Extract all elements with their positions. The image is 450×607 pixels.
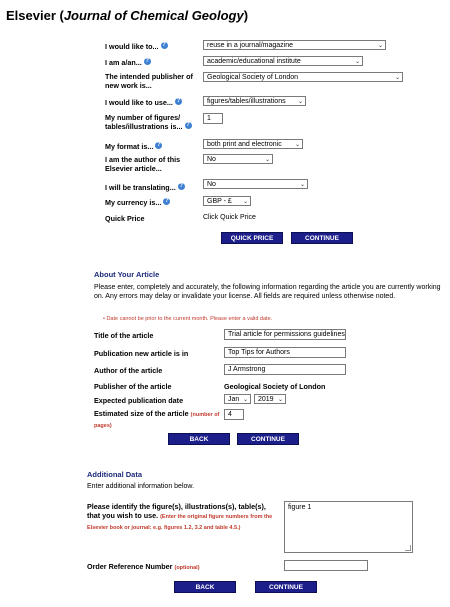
chevron-down-icon: ⌄: [242, 199, 248, 205]
order-ref-label: Order Reference Number (optional): [87, 562, 200, 571]
publication-input[interactable]: Top Tips for Authors: [224, 347, 346, 358]
chevron-down-icon: ⌄: [297, 99, 303, 105]
quick-price-value: Click Quick Price: [203, 214, 256, 221]
article-publisher-value: Geological Society of London: [224, 382, 326, 391]
help-icon[interactable]: ?: [179, 183, 184, 189]
resize-handle-icon[interactable]: [405, 545, 411, 551]
back-button-1[interactable]: BACK: [168, 433, 230, 445]
additional-section-title: Additional Data: [87, 470, 143, 479]
article-author-input[interactable]: J Armstrong: [224, 364, 346, 375]
chevron-down-icon: ⌄: [354, 59, 360, 65]
help-icon[interactable]: ?: [164, 198, 169, 204]
figures-textarea[interactable]: figure 1: [284, 501, 413, 553]
chevron-down-icon: ⌄: [299, 182, 305, 188]
article-author-label: Author of the article: [94, 366, 163, 375]
translating-select[interactable]: No ⌄: [203, 179, 308, 189]
format-label: My format is... ?: [105, 142, 161, 151]
would-like-to-label: I would like to... ?: [105, 42, 166, 51]
date-error-message: • Date cannot be prior to the current month. Please enter a valid date.: [103, 316, 273, 322]
chevron-down-icon: ⌄: [294, 142, 300, 148]
publication-label: Publication new article is in: [94, 349, 189, 358]
would-like-to-select[interactable]: reuse in a journal/magazine ⌄: [203, 40, 386, 50]
currency-select[interactable]: GBP - £ ⌄: [203, 196, 251, 206]
figures-label: Please identify the figure(s), illustrations(s), table(s), that you wish to use. (Enter the original figure numbers from the Elsevier book or journal: e.g. figures 1.2, 3.2 and table 4.5.): [87, 502, 273, 531]
help-icon[interactable]: ?: [156, 142, 161, 148]
article-size-hint: (number of pages): [94, 412, 220, 429]
about-intro: Please enter, completely and accurately, the following information regarding the article you are currently working on. Any errors may delay or invalidate your license. All fields are required unless otherwise noted.: [94, 284, 441, 300]
help-icon[interactable]: ?: [145, 58, 150, 64]
like-to-use-select[interactable]: figures/tables/illustrations ⌄: [203, 96, 306, 106]
chevron-down-icon: ⌄: [264, 157, 270, 163]
continue-button-1[interactable]: CONTINUE: [291, 232, 353, 244]
intended-publisher-label: The intended publisher of new work is...: [105, 72, 193, 90]
number-label: My number of figures/ tables/illustrations is... ?: [105, 113, 190, 131]
order-ref-optional: (optional): [174, 565, 200, 571]
help-icon[interactable]: ?: [162, 42, 166, 48]
article-size-input[interactable]: 4: [224, 409, 244, 420]
back-button-2[interactable]: BACK: [174, 581, 236, 593]
quick-price-button[interactable]: QUICK PRICE: [221, 232, 283, 244]
article-size-label: Estimated size of the article (number of pages): [94, 409, 220, 429]
format-select[interactable]: both print and electronic ⌄: [203, 139, 303, 149]
quick-price-label: Quick Price: [105, 214, 145, 223]
pub-year-select[interactable]: 2019 ⌄: [254, 394, 286, 404]
pub-date-label: Expected publication date: [94, 396, 184, 405]
intended-publisher-select[interactable]: Geological Society of London ⌄: [203, 72, 403, 82]
number-input[interactable]: 1: [203, 113, 223, 124]
help-icon[interactable]: ?: [176, 98, 181, 104]
continue-button-2[interactable]: CONTINUE: [237, 433, 299, 445]
order-ref-input[interactable]: [284, 560, 368, 571]
article-title-input[interactable]: Trial article for permissions guidelines: [224, 329, 346, 340]
i-am-label: I am a/an... ?: [105, 58, 150, 67]
like-to-use-label: I would like to use... ?: [105, 98, 181, 107]
pub-month-select[interactable]: Jan ⌄: [224, 394, 251, 404]
help-icon[interactable]: ?: [186, 122, 190, 128]
publisher-name: Elsevier: [6, 8, 56, 23]
article-publisher-label: Publisher of the article: [94, 382, 172, 391]
journal-name: Journal of Chemical Geology: [63, 8, 244, 23]
currency-label: My currency is... ?: [105, 198, 169, 207]
continue-button-3[interactable]: CONTINUE: [255, 581, 317, 593]
author-select[interactable]: No ⌄: [203, 154, 273, 164]
chevron-down-icon: ⌄: [377, 43, 383, 49]
article-title-label: Title of the article: [94, 331, 154, 340]
author-label: I am the author of this Elsevier article...: [105, 155, 181, 173]
chevron-down-icon: ⌄: [242, 397, 248, 403]
page-title: Elsevier (Journal of Chemical Geology): [6, 8, 249, 23]
i-am-select[interactable]: academic/educational institute ⌄: [203, 56, 363, 66]
additional-intro: Enter additional information below.: [87, 483, 195, 490]
chevron-down-icon: ⌄: [277, 397, 283, 403]
figures-hint: (Enter the original figure numbers from the Elsevier book or journal: e.g. figures 1.2, 3.2 and table 4.5.): [87, 514, 273, 531]
about-section-title: About Your Article: [94, 270, 160, 279]
chevron-down-icon: ⌄: [394, 75, 400, 81]
translating-label: I will be translating... ?: [105, 183, 184, 192]
